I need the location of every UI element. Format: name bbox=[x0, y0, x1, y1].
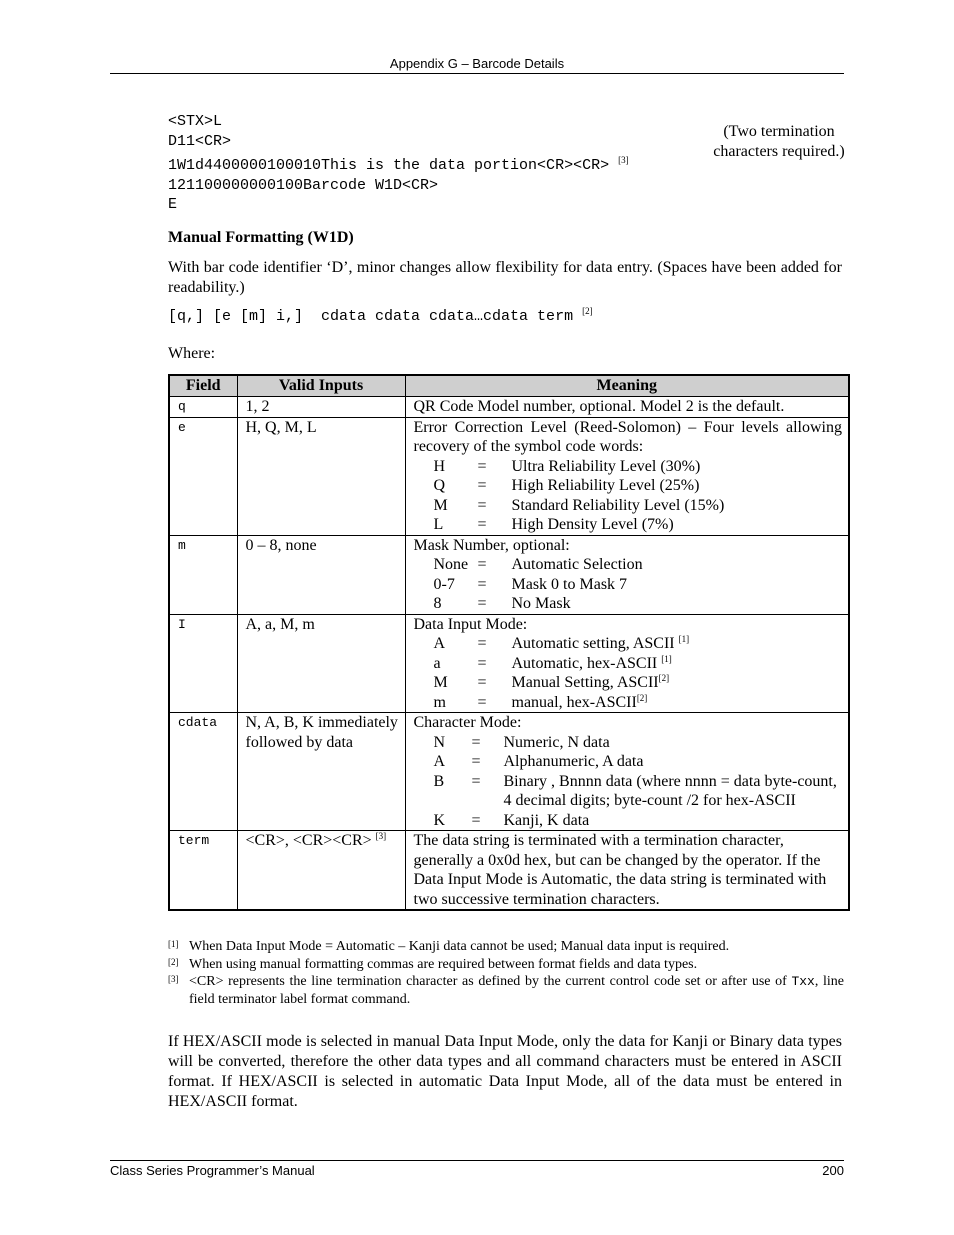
option-key: 0-7 bbox=[433, 575, 455, 593]
option-key: m bbox=[433, 693, 446, 711]
option-desc: Kanji, K data bbox=[503, 811, 590, 829]
option-sep: = bbox=[477, 575, 487, 593]
option-desc: Numeric, N data bbox=[503, 733, 610, 751]
code-line: E bbox=[168, 196, 178, 213]
meaning-text: Mask Number, optional: bbox=[413, 536, 570, 554]
field-cell: q bbox=[169, 397, 237, 418]
footnote-mark: [1] bbox=[168, 939, 179, 949]
inputs-cell: H, Q, M, L bbox=[237, 417, 405, 535]
option-sep: = bbox=[471, 733, 481, 751]
option-key: B bbox=[433, 772, 445, 790]
option-desc bbox=[512, 673, 843, 693]
table-row bbox=[169, 713, 849, 831]
option-list bbox=[414, 555, 843, 614]
option-sep: = bbox=[477, 477, 487, 494]
footer-manual-title: Class Series Programmer’s Manual bbox=[110, 1163, 315, 1178]
option-desc: No Mask bbox=[511, 595, 571, 612]
option-key: a bbox=[433, 654, 441, 672]
option-list bbox=[414, 634, 843, 712]
table-row bbox=[169, 417, 849, 535]
option-desc-text: Automatic setting, ASCII bbox=[511, 635, 679, 652]
field-cell: I bbox=[169, 614, 237, 713]
footnote-ref: [2] bbox=[582, 306, 593, 316]
field-cell: m bbox=[169, 535, 237, 614]
intro-paragraph: With bar code identifier ‘D’, minor changes allow flexibility for data entry. (Spaces have been added for readability.) bbox=[168, 259, 842, 296]
termination-note: (Two termination characters required.) bbox=[713, 123, 845, 160]
field-cell: e bbox=[169, 417, 237, 535]
footer-rule bbox=[110, 1160, 844, 1161]
meaning-text: Data Input Mode: bbox=[413, 615, 528, 633]
footnote bbox=[168, 956, 844, 974]
footnote-ref: [2] bbox=[658, 673, 670, 683]
option-sep: = bbox=[477, 496, 487, 514]
footnote-ref: [3] bbox=[375, 831, 387, 841]
field-cell: cdata bbox=[169, 713, 237, 831]
meaning-text: Error Correction Level (Reed-Solomon) – Four levels allowing recovery of the symbol code words: bbox=[413, 418, 842, 455]
table-header-row bbox=[169, 375, 849, 397]
column-header-meaning: Meaning bbox=[405, 375, 849, 397]
section-title: Manual Formatting (W1D) bbox=[168, 229, 354, 246]
option-key: N bbox=[433, 733, 446, 751]
running-header: Appendix G – Barcode Details bbox=[389, 56, 565, 71]
header-rule bbox=[110, 73, 844, 74]
inputs-cell: 1, 2 bbox=[237, 397, 405, 418]
option-sep: = bbox=[477, 635, 487, 652]
meaning-cell bbox=[405, 417, 849, 535]
option-desc bbox=[512, 634, 843, 654]
meaning-cell bbox=[405, 535, 849, 614]
closing-paragraph: If HEX/ASCII mode is selected in manual Data Input Mode, only the data for Kanji or Binary data types will be converted, therefore the other data types and all command characters must be entered in ASCII format. If HEX/ASCII is selected in automatic Data Input Mode, all of the data must be entered in HEX/ASCII format. bbox=[168, 1033, 842, 1110]
option-key: K bbox=[433, 811, 446, 829]
inputs-cell: A, a, M, m bbox=[237, 614, 405, 713]
option-sep: = bbox=[477, 556, 487, 573]
footnote-text bbox=[189, 973, 844, 1008]
table-footnotes bbox=[168, 938, 844, 1008]
field-table bbox=[168, 374, 850, 911]
footnote-text: When using manual formatting commas are required between format fields and data types. bbox=[189, 956, 698, 972]
option-desc: Ultra Reliability Level (30%) bbox=[511, 457, 701, 475]
column-header-valid-inputs: Valid Inputs bbox=[237, 375, 405, 397]
option-desc: Binary , Bnnnn data (where nnnn = data byte-count, 4 decimal digits; byte-count /2 for hex-ASCII bbox=[503, 772, 837, 809]
inputs-cell: 0 – 8, none bbox=[237, 535, 405, 614]
option-key: None bbox=[433, 556, 469, 573]
meaning-cell: QR Code Model number, optional. Model 2 is the default. bbox=[405, 397, 849, 418]
code-example bbox=[168, 112, 629, 215]
option-key: Q bbox=[433, 477, 446, 494]
option-sep: = bbox=[471, 811, 481, 829]
option-sep: = bbox=[477, 595, 487, 612]
option-desc: Mask 0 to Mask 7 bbox=[511, 575, 628, 593]
table-row bbox=[169, 535, 849, 614]
footnote-mark: [3] bbox=[168, 974, 179, 984]
code-line: 1W1d4400000100010This is the data portion<CR><CR> bbox=[168, 157, 610, 174]
footnote-ref: [3] bbox=[618, 155, 629, 165]
field-cell: term bbox=[169, 831, 237, 911]
option-desc: High Density Level (7%) bbox=[511, 516, 674, 533]
option-desc-text: Automatic, hex-ASCII bbox=[511, 654, 662, 672]
option-key: L bbox=[433, 516, 444, 533]
footnote bbox=[168, 973, 844, 1008]
meaning-cell: The data string is terminated with a termination character, generally a 0x0d hex, but can be changed by the operator. If the Data Input Mode is Automatic, the data string is terminated with two successive termination characters. bbox=[405, 831, 849, 911]
footnote-code: Txx bbox=[791, 974, 815, 989]
option-desc bbox=[512, 693, 843, 713]
option-key: M bbox=[433, 674, 448, 691]
option-desc: High Reliability Level (25%) bbox=[511, 477, 700, 494]
table-row bbox=[169, 614, 849, 713]
option-sep: = bbox=[477, 693, 487, 711]
inputs-cell bbox=[237, 831, 405, 911]
footnote-text-tail: , line field terminator label format command. bbox=[189, 974, 844, 1007]
option-list bbox=[414, 457, 843, 535]
footnote bbox=[168, 938, 844, 956]
footnote-ref: [1] bbox=[661, 653, 672, 664]
option-sep: = bbox=[471, 753, 481, 770]
code-line: <STX>L bbox=[168, 113, 223, 130]
option-key: A bbox=[433, 635, 446, 652]
option-key: M bbox=[433, 496, 448, 514]
footnote-text-part: <CR> represents the line termination character as defined by the current control code set or after use of bbox=[189, 974, 792, 989]
footnote-ref: [2] bbox=[636, 692, 648, 703]
option-desc-text: manual, hex-ASCII bbox=[511, 693, 637, 711]
code-line: D11<CR> bbox=[168, 132, 232, 150]
meaning-cell bbox=[405, 713, 849, 831]
table-row bbox=[169, 831, 849, 911]
code-line: 121100000000100Barcode W1D<CR> bbox=[168, 176, 439, 194]
option-key: A bbox=[433, 753, 446, 770]
option-list bbox=[414, 733, 843, 831]
table-row bbox=[169, 397, 849, 418]
inputs-cell: N, A, B, K immediately followed by data bbox=[237, 713, 405, 831]
footnote-mark: [2] bbox=[168, 956, 179, 967]
option-desc: Automatic Selection bbox=[511, 556, 643, 573]
syntax-text: [q,] [e [m] i,] cdata cdata cdata…cdata term bbox=[168, 308, 583, 325]
inputs-text: <CR>, <CR><CR> bbox=[245, 832, 376, 849]
option-sep: = bbox=[477, 654, 487, 672]
meaning-cell bbox=[405, 614, 849, 713]
option-sep: = bbox=[471, 772, 481, 790]
footnote-ref: [1] bbox=[678, 634, 690, 644]
option-desc: Standard Reliability Level (15%) bbox=[511, 496, 725, 514]
option-key: H bbox=[433, 457, 446, 475]
option-sep: = bbox=[477, 516, 487, 533]
meaning-text: Character Mode: bbox=[413, 714, 522, 731]
column-header-field: Field bbox=[169, 375, 237, 397]
syntax-line bbox=[168, 306, 593, 325]
option-desc bbox=[512, 654, 843, 674]
option-sep: = bbox=[477, 674, 487, 691]
page-number: 200 bbox=[822, 1163, 844, 1178]
option-desc-text: Manual Setting, ASCII bbox=[511, 674, 659, 691]
footnote-text: When Data Input Mode = Automatic – Kanji data cannot be used; Manual data input is required. bbox=[189, 939, 730, 954]
option-key: 8 bbox=[433, 595, 442, 612]
option-desc: Alphanumeric, A data bbox=[503, 753, 644, 770]
where-label: Where: bbox=[168, 345, 216, 362]
option-sep: = bbox=[477, 457, 487, 475]
